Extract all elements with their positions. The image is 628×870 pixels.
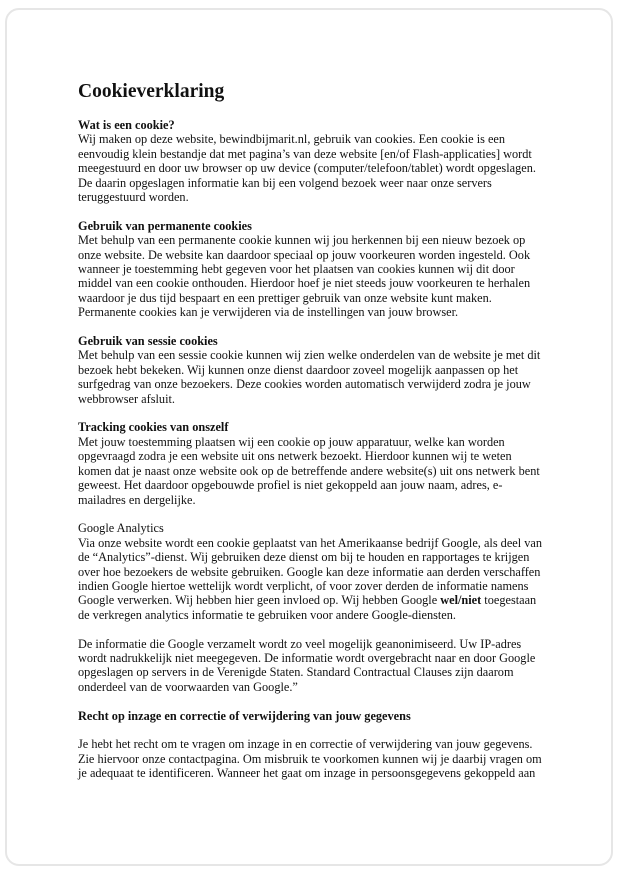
section-body: Met jouw toestemming plaatsen wij een cookie op jouw apparatuur, welke kan worden opgevraagd zodra je een website uit ons netwerk bezoekt. Hierdoor kunnen wij te weten komen dat je naast onze website ook op de betreffende andere website(s) uit ons netwerk bent geweest. Het daardoor opgebouwde profiel is niet gekoppeld aan jouw naam, adres, e-mailadres en dergelijke. bbox=[78, 434, 540, 507]
section-analytics-anonymization bbox=[78, 637, 548, 695]
section-what-is-cookie bbox=[78, 118, 548, 204]
section-heading: Tracking cookies van onszelf bbox=[78, 420, 229, 435]
section-permanent-cookies bbox=[78, 219, 548, 320]
analytics-text-part: Via onze website wordt een cookie geplaatst van het Amerikaanse bedrijf Google, als deel van de “Analytics”-dienst. Wij gebruiken deze dienst om bij te houden en rapportages te krijgen over hoe bezoekers de website gebruiken. Google kan deze informatie aan derden verschaffen indien Google hiertoe wettelijk wordt verplicht, of voor zover derden de informatie namens Google verwerken. Wij hebben hier geen invloed op. Wij hebben Google bbox=[78, 535, 542, 608]
section-body: De informatie die Google verzamelt wordt zo veel mogelijk geanonimiseerd. Uw IP-adres wordt nadrukkelijk niet meegegeven. De informatie wordt overgebracht naar en door Google opgeslagen op servers in de Verenigde Staten. Standard Contractual Clauses zijn daarom onderdeel van de voorwaarden van Google.” bbox=[78, 636, 536, 694]
section-heading: Wat is een cookie? bbox=[78, 118, 175, 132]
section-google-analytics bbox=[78, 521, 548, 622]
page-title: Cookieverklaring bbox=[78, 81, 225, 102]
document-body bbox=[78, 80, 548, 795]
section-body: Met behulp van een sessie cookie kunnen wij zien welke onderdelen van de website je met dit bezoek hebt bekeken. Wij kunnen onze dienst daardoor zoveel mogelijk aanpassen op het surfgedrag van onze bezoekers. Deze cookies worden automatisch verwijderd zodra je jouw webbrowser afsluit. bbox=[78, 348, 541, 406]
section-heading: Gebruik van permanente cookies bbox=[78, 218, 252, 233]
section-body: Wij maken op deze website, bewindbijmarit.nl, gebruik van cookies. Een cookie is een eenvoudig klein bestandje dat met pagina’s van deze website [en/of Flash-applicaties] wordt meegestuurd en door uw browser op uw device (computer/telefoon/tablet) wordt opgeslagen. De daarin opgeslagen informatie kan bij een volgend bezoek weer naar onze servers teruggestuurd worden. bbox=[78, 132, 536, 205]
section-session-cookies bbox=[78, 334, 548, 406]
section-tracking-cookies bbox=[78, 420, 548, 506]
section-body: Met behulp van een permanente cookie kunnen wij jou herkennen bij een nieuw bezoek op onze website. De website kan daardoor speciaal op jouw voorkeuren worden ingesteld. Ook wanneer je toestemming hebt gegeven voor het plaatsen van cookies kunnen wij dit door middel van een cookie onthouden. Hierdoor hoef je niet steeds jouw voorkeuren te herhalen waardoor je dus tijd bespaart en een prettiger gebruik van onze website kunt maken. Permanente cookies kan je verwijderen via de instellingen van jouw browser. bbox=[78, 233, 531, 320]
section-rights bbox=[78, 709, 548, 781]
section-heading: Recht op inzage en correctie of verwijdering van jouw gegevens bbox=[78, 708, 411, 723]
section-heading: Gebruik van sessie cookies bbox=[78, 334, 218, 349]
analytics-bold-text: wel/niet bbox=[440, 593, 482, 608]
section-body bbox=[78, 536, 548, 622]
analytics-text-part: toegestaan de verkregen analytics informatie te gebruiken voor andere Google-diensten. bbox=[78, 593, 537, 622]
section-body: Je hebt het recht om te vragen om inzage in en correctie of verwijdering van jouw gegevens. Zie hiervoor onze contactpagina. Om misbruik te voorkomen kunnen wij je daarbij vragen om je adequaat te identificeren. Wanneer het gaat om inzage in persoonsgegevens gekoppeld aan bbox=[78, 737, 542, 781]
section-heading: Google Analytics bbox=[78, 521, 164, 536]
